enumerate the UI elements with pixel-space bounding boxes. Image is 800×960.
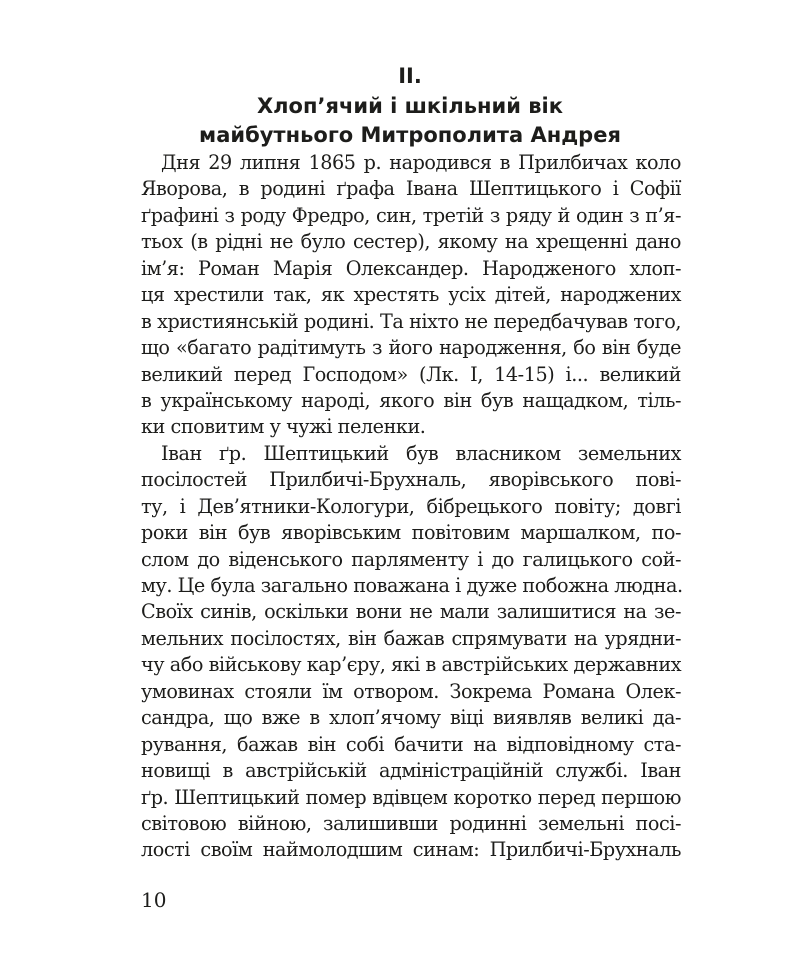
text-line: сандра, що вже в хлоп’ячому віці виявляв великі да-	[141, 706, 681, 730]
text-line: Іван ґр. Шептицький був власником земельних	[161, 441, 681, 465]
text-line: умовинах стояли їм отвором. Зокрема Романа Олек-	[141, 679, 681, 703]
text-line: рування, бажав він собі бачити на відповідному ста-	[141, 732, 681, 756]
text-line: ґр. Шептицький помер вдівцем коротко перед першою	[141, 785, 681, 809]
chapter-title-line-2: майбутнього Митрополита Андрея	[199, 123, 621, 147]
text-line: в українському народі, якого він був нащадком, тіль-	[141, 388, 681, 412]
chapter-title-line-1: Хлоп’ячий і шкільний вік	[256, 93, 564, 118]
text-line: в християнській родині. Та ніхто не передбачував того,	[141, 309, 681, 333]
text-line: ця хрестили так, як хрестять усіх дітей, народжених	[141, 283, 681, 307]
text-line: лості своїм наймолодшим синам: Прилбичі-Брухналь	[141, 838, 681, 862]
text-line: великий перед Господом» (Лк. І, 14-15) і... великий	[141, 362, 681, 386]
text-line: Своїх синів, оскільки вони не мали залишитися на зе-	[141, 600, 681, 624]
text-line: му. Це була загально поважана і дуже побожна людна.	[141, 574, 683, 597]
paragraph-1	[141, 150, 681, 441]
text-line: ім’я: Роман Марія Олександер. Народженого хлоп-	[141, 256, 681, 280]
text-line: Дня 29 липня 1865 р. народився в Прилбичах коло	[161, 151, 681, 174]
body-text	[141, 150, 681, 864]
text-line: новищі в австрійській адміністраційній службі. Іван	[141, 759, 681, 783]
text-line: тьох (в рідні не було сестер), якому на хрещенні дано	[141, 230, 681, 254]
text-line: ґрафині з роду Фредро, син, третій з ряду й один з п’я-	[141, 203, 681, 227]
chapter-heading	[140, 62, 680, 151]
paragraph-2	[141, 441, 681, 864]
text-line: посілостей Прилбичі-Брухналь, яворівського пові-	[141, 468, 681, 492]
page-number: 10	[141, 888, 167, 912]
text-line: ки сповитим у чужі пеленки.	[141, 415, 426, 439]
text-line: що «багато радітимуть з його народження, бо він буде	[141, 336, 681, 360]
text-line: слом до віденського парляменту і до галицького сой-	[141, 547, 681, 571]
text-line: ту, і Дев’ятники-Кологури, бібрецького повіту; довгі	[141, 494, 681, 518]
chapter-number: II.	[398, 64, 422, 88]
text-line: світовою війною, залишивши родинні земельні посі-	[141, 811, 681, 835]
text-line: чу або військову кар’єру, які в австрійських державних	[141, 653, 682, 677]
text-line: Яворова, в родині ґрафа Івана Шептицького і Софії	[141, 177, 681, 201]
text-line: роки він був яворівським повітовим маршалком, по-	[141, 521, 681, 545]
text-line: мельних посілостях, він бажав спрямувати на урядни-	[141, 626, 681, 650]
